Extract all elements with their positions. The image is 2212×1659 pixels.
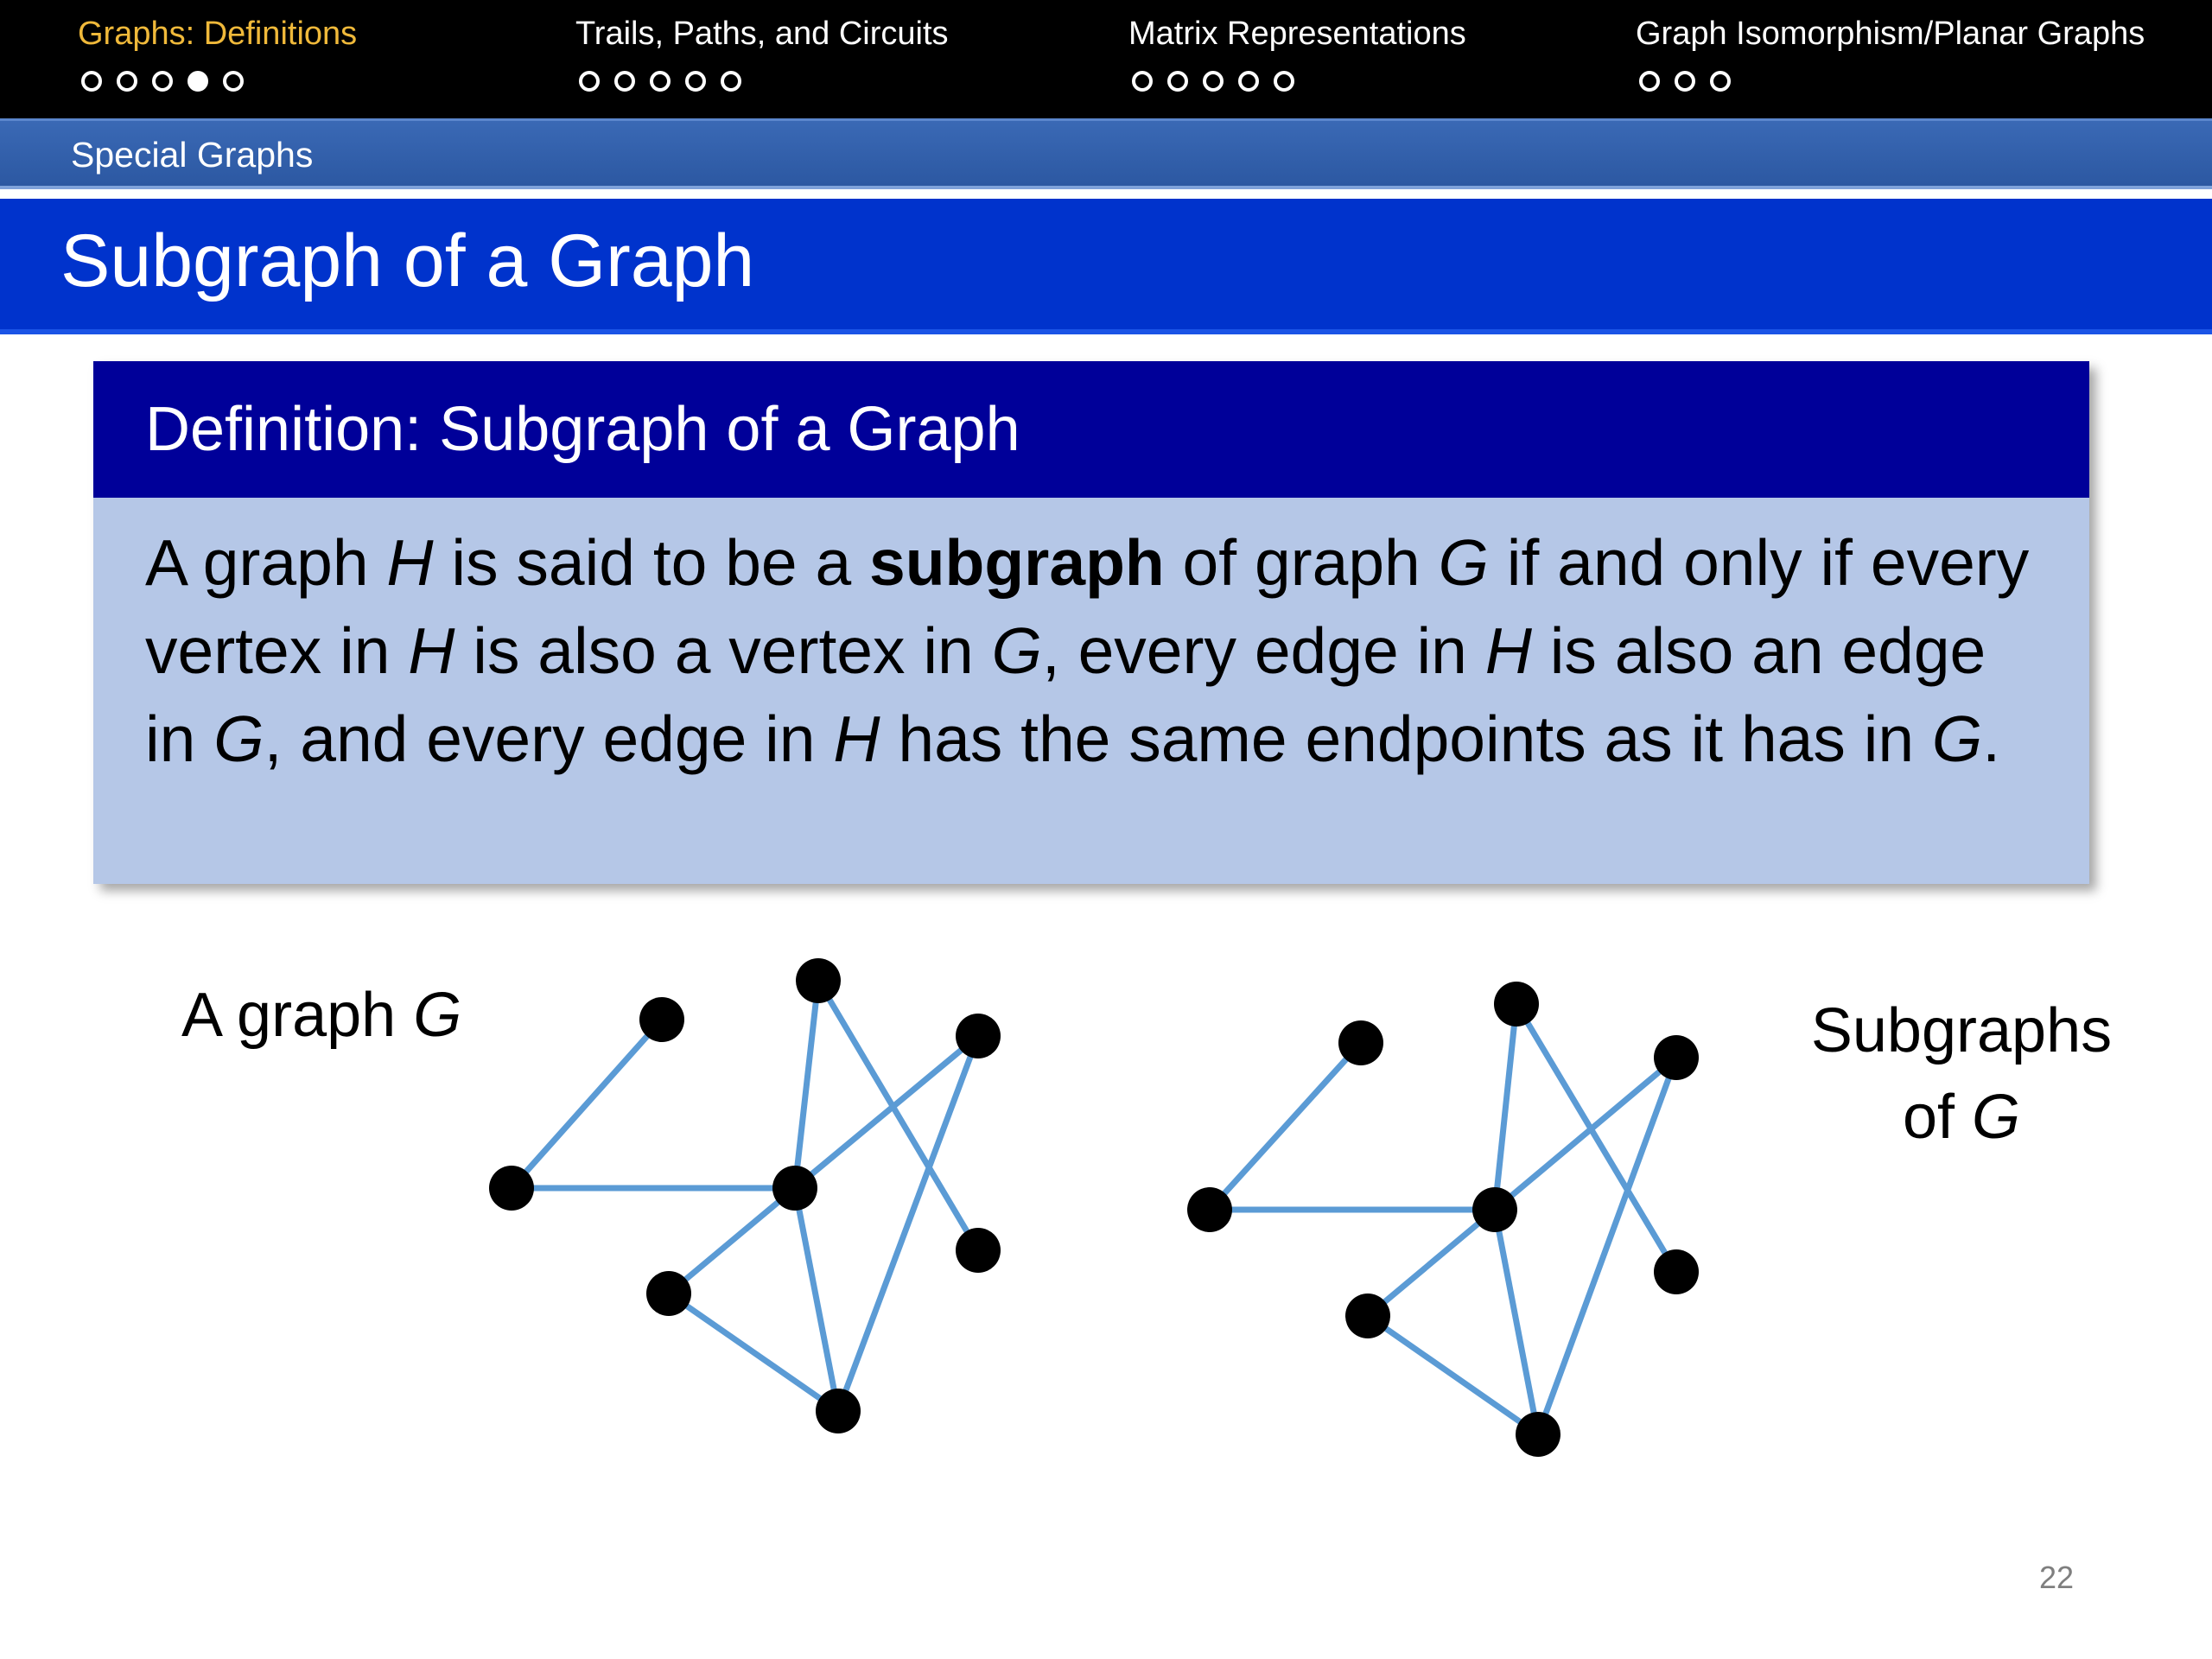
graph-g [489, 958, 1001, 1433]
definition-title: Definition: Subgraph of a Graph [145, 395, 1020, 464]
slide-title: Subgraph of a Graph [60, 219, 755, 302]
graph-vertex [772, 1166, 817, 1211]
graph-edge [1516, 1004, 1676, 1272]
graph-edge [1495, 1004, 1516, 1210]
caption-left-text: A graph [181, 981, 414, 1050]
nav-section-title[interactable]: Graphs: Definitions [78, 16, 358, 52]
definition-text-part: , and every edge in [264, 702, 834, 775]
definition-text-part: G [213, 702, 264, 775]
definition-text-part: H [833, 702, 880, 775]
graph-vertex [956, 1228, 1001, 1273]
graph-edge [795, 981, 818, 1188]
definition-text-part: is also an edge in [145, 614, 1986, 775]
graph-edge [512, 1020, 662, 1188]
graph-edge [818, 981, 978, 1250]
graph-vertex [1187, 1187, 1232, 1232]
definition-text-part: G [991, 614, 1042, 687]
nav-section-title[interactable]: Graph Isomorphism/Planar Graphs [1636, 16, 2145, 52]
graph-edge [1210, 1043, 1361, 1210]
definition-text-part: H [1484, 614, 1532, 687]
definition-text-part: of graph [1164, 526, 1439, 599]
definition-text-part: is also a vertex in [454, 614, 992, 687]
graph-vertex [1516, 1412, 1560, 1457]
graph-edge [1495, 1210, 1538, 1434]
graph-edge [795, 1188, 838, 1411]
graph-vertex [639, 997, 684, 1042]
graph-vertex [1345, 1294, 1390, 1338]
graph-edge [1368, 1210, 1495, 1316]
caption-left-var: G [413, 981, 462, 1050]
graph-vertex [1654, 1035, 1699, 1080]
definition-text-part: is said to be a [433, 526, 870, 599]
caption-right-var: G [1972, 1083, 2021, 1152]
graph-vertex [816, 1389, 861, 1433]
graph-vertex [646, 1271, 691, 1316]
graph-vertex [796, 958, 841, 1003]
graph-edge [669, 1188, 795, 1294]
subsection-label: Special Graphs [71, 135, 314, 175]
graph-vertex [489, 1166, 534, 1211]
definition-text-part: A graph [145, 526, 387, 599]
graph-edge [669, 1294, 838, 1411]
graph-vertex [1654, 1249, 1699, 1294]
definition-text-part: G [1438, 526, 1489, 599]
caption-subgraphs [1780, 988, 2143, 1160]
definition-text-part: G [1931, 702, 1983, 775]
graph-subgraph [1187, 982, 1699, 1457]
nav-section-title[interactable]: Trails, Paths, and Circuits [575, 16, 949, 52]
caption-right-line1: Subgraphs [1810, 996, 2113, 1065]
graph-vertex [1472, 1187, 1517, 1232]
caption-right-line2 [1780, 1074, 2143, 1160]
graph-edge [1368, 1316, 1538, 1434]
definition-text-part: subgraph [869, 526, 1165, 599]
caption-right-of: of [1902, 1083, 1973, 1152]
graph-vertex [956, 1014, 1001, 1058]
nav-section-title[interactable]: Matrix Representations [1128, 16, 1466, 52]
definition-text-part: if and only if every vertex in [145, 526, 2030, 687]
definition-text-part: H [386, 526, 434, 599]
definition-text-part: has the same endpoints as it has in [880, 702, 1932, 775]
definition-text-part: H [408, 614, 455, 687]
page-number: 22 [2038, 1560, 2074, 1595]
definition-text-part: , every edge in [1041, 614, 1485, 687]
definition-text-part: . [1982, 702, 2001, 775]
caption-graph-g [181, 972, 461, 1058]
graph-vertex [1494, 982, 1539, 1027]
graph-vertex [1338, 1020, 1383, 1065]
